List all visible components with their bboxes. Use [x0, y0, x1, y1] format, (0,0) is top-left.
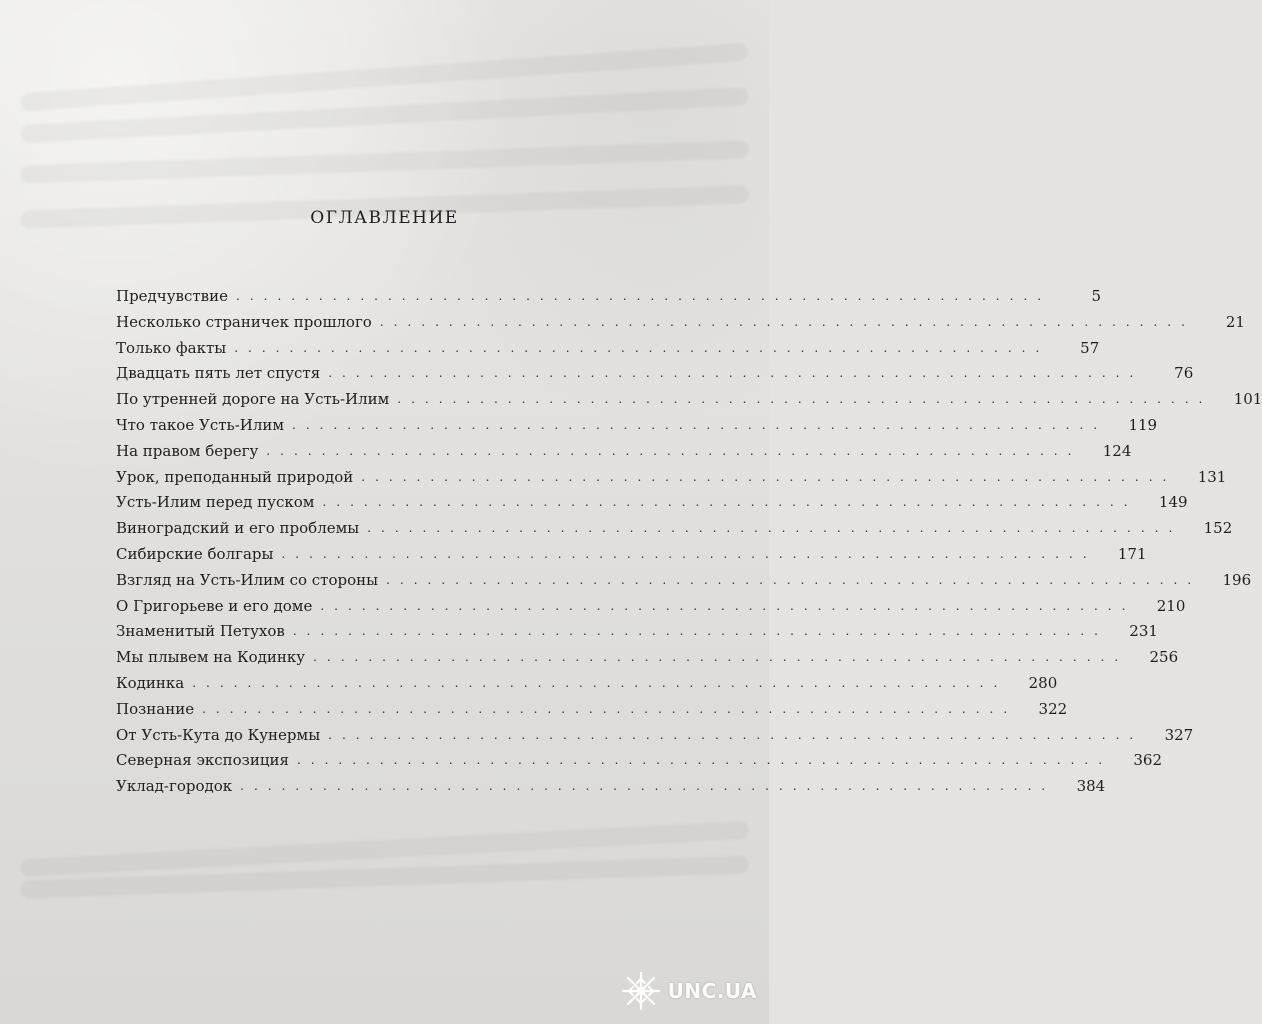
toc-entry: [116, 594, 1186, 620]
dot-leader: ...........................................................: [240, 779, 1056, 794]
toc-entry-page: 76: [1174, 364, 1194, 383]
toc-entry-title: Познание: [116, 699, 195, 718]
dot-leader: ...........................................................: [379, 314, 1195, 329]
toc-entry-page: 21: [1225, 312, 1245, 331]
dot-leader: ...........................................................: [292, 624, 1108, 639]
dot-leader: ...........................................................: [386, 572, 1202, 587]
toc-entry-page: 210: [1156, 596, 1186, 615]
dot-leader: ...........................................................: [202, 701, 1018, 716]
toc-entry-title: О Григорьеве и его доме: [116, 596, 313, 615]
dot-leader: ...........................................................: [266, 443, 1082, 458]
toc-entry: [116, 516, 1233, 542]
toc-entry-page: 256: [1149, 648, 1179, 667]
toc-entry-page: 362: [1133, 751, 1163, 770]
dot-leader: ...........................................................: [292, 417, 1108, 432]
toc-entry: [116, 723, 1194, 749]
toc-entry-page: 152: [1203, 519, 1233, 538]
toc-entry: [116, 284, 1102, 310]
table-of-contents: [116, 284, 1262, 800]
toc-entry: [116, 697, 1068, 723]
toc-entry-title: Усть-Илим перед пуском: [116, 493, 315, 512]
dot-leader: ...........................................................: [296, 753, 1113, 768]
page-show-through: [20, 140, 749, 183]
toc-entry: [116, 439, 1132, 465]
snowflake-icon: [620, 970, 662, 1012]
toc-entry-page: 101: [1233, 390, 1262, 409]
toc-entry-page: 327: [1164, 725, 1194, 744]
toc-entry-title: Предчувствие: [116, 287, 229, 305]
toc-entry-page: 124: [1102, 441, 1132, 460]
toc-entry-page: 5: [1091, 287, 1102, 305]
toc-entry-page: 149: [1158, 493, 1188, 512]
toc-entry-page: 231: [1129, 622, 1158, 641]
dot-leader: ...........................................................: [397, 392, 1213, 407]
dot-leader: ...........................................................: [281, 546, 1097, 561]
toc-entry: [116, 465, 1227, 491]
dot-leader: ...........................................................: [322, 495, 1138, 510]
toc-entry-page: 131: [1197, 467, 1227, 486]
toc-entry-page: 119: [1128, 415, 1158, 434]
toc-entry-title: По утренней дороге на Усть-Илим: [116, 390, 390, 409]
dot-leader: ...........................................................: [192, 675, 1008, 690]
toc-entry-title: Кодинка: [116, 673, 185, 692]
dot-leader: ...........................................................: [313, 650, 1129, 665]
dot-leader: ...........................................................: [328, 727, 1144, 742]
toc-entry-page: 196: [1222, 570, 1252, 589]
dot-leader: ...........................................................: [328, 366, 1144, 381]
page-title: ОГЛАВЛЕНИЕ: [310, 208, 459, 228]
toc-entry-title: Взгляд на Усть-Илим со стороны: [116, 570, 379, 589]
toc-entry-page: 384: [1076, 777, 1106, 796]
toc-entry: [116, 748, 1163, 774]
toc-entry-title: Несколько страничек прошлого: [116, 312, 372, 331]
watermark-text: UNC.UA: [667, 979, 757, 1003]
toc-entry-title: Сибирские болгары: [116, 544, 274, 563]
toc-entry: [116, 568, 1252, 594]
toc-entry-title: Уклад-городок: [116, 777, 233, 796]
toc-entry: [116, 387, 1262, 413]
toc-entry-page: 57: [1080, 338, 1100, 357]
toc-entry: [116, 490, 1188, 516]
dot-leader: ...........................................................: [236, 289, 1052, 303]
toc-entry-page: 171: [1117, 544, 1147, 563]
toc-entry: [116, 310, 1245, 336]
toc-entry-title: Урок, преподанный природой: [116, 467, 354, 486]
toc-entry-title: Виноградский и его проблемы: [116, 519, 360, 538]
toc-entry: [116, 774, 1106, 800]
dot-leader: ...........................................................: [361, 469, 1177, 484]
dot-leader: ...........................................................: [367, 521, 1183, 536]
toc-entry-title: Двадцать пять лет спустя: [116, 364, 321, 383]
toc-entry-title: На правом берегу: [116, 441, 259, 460]
toc-entry: [116, 619, 1158, 645]
dot-leader: ...........................................................: [234, 340, 1050, 355]
toc-entry: [116, 413, 1158, 439]
toc-entry: [116, 336, 1100, 362]
toc-entry-title: Только факты: [116, 338, 227, 357]
toc-entry-title: Знаменитый Петухов: [116, 622, 285, 641]
toc-entry-title: Мы плывем на Кодинку: [116, 648, 306, 667]
dot-leader: ...........................................................: [320, 598, 1136, 613]
toc-entry-page: 322: [1038, 699, 1068, 718]
toc-entry: [116, 645, 1179, 671]
toc-entry-page: 280: [1028, 673, 1058, 692]
toc-entry: [116, 542, 1147, 568]
toc-entry-title: Что такое Усть-Илим: [116, 415, 285, 434]
toc-entry-title: От Усть-Кута до Кунермы: [116, 725, 321, 744]
toc-entry-title: Северная экспозиция: [116, 751, 289, 770]
toc-entry: [116, 361, 1194, 387]
watermark: [620, 970, 757, 1012]
toc-entry: [116, 671, 1058, 697]
